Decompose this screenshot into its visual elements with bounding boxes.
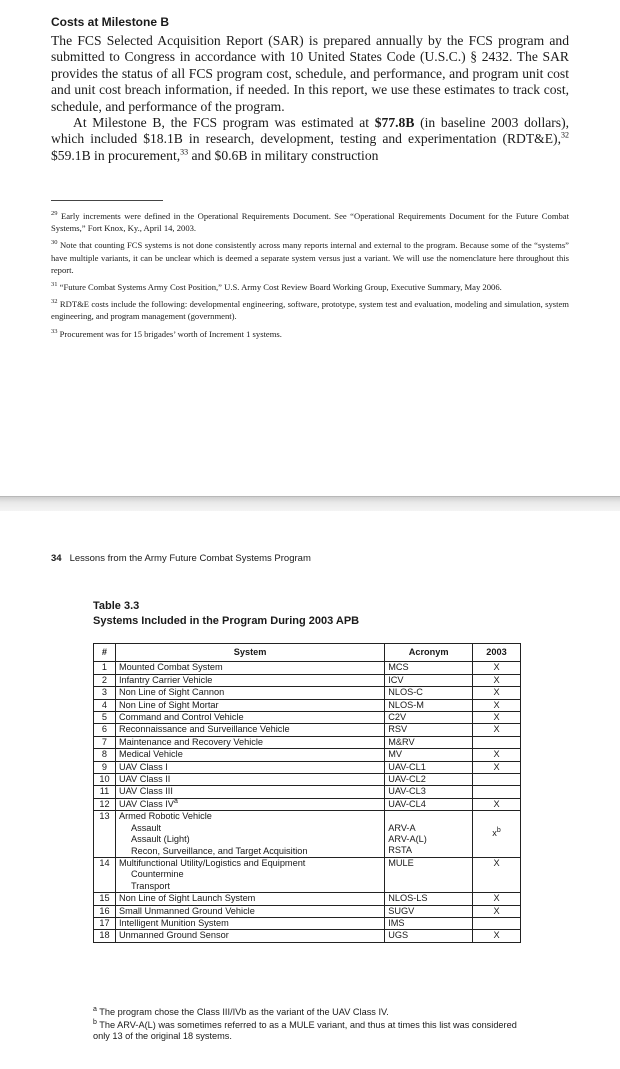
table-row-armed-robotic-vehicle <box>94 811 521 858</box>
footnote-text: “Future Combat Systems Army Cost Position,” U.S. Army Cost Review Board Working Group, Executive Summary, May 2006. <box>59 282 502 293</box>
table-row <box>94 736 521 748</box>
footnote-29 <box>51 210 569 234</box>
row-mark: X <box>473 712 521 724</box>
system-name: Multifunctional Utility/Logistics and Equipment <box>118 857 306 868</box>
table-row <box>94 905 521 917</box>
table-note-ref-b: b <box>496 827 501 835</box>
footnote-number: 33 <box>51 327 58 335</box>
variant-assault-light: Assault (Light) <box>130 834 190 845</box>
row-acronym: NLOS-C <box>385 687 473 699</box>
footnote-ref-33: 33 <box>180 147 189 157</box>
systems-table <box>93 643 521 943</box>
row-system: Infantry Carrier Vehicle <box>115 674 384 686</box>
row-mark <box>473 917 521 929</box>
footnote-text: Early increments were defined in the Operational Requirements Document. See “Operational Requirements Document for the Future Combat Systems,” Fort Knox, Ky., April 14, 2003. <box>51 211 570 234</box>
table-note-mark: a <box>93 1005 97 1013</box>
table-row <box>94 930 521 942</box>
table-note-ref-a: a <box>173 797 178 805</box>
row-system: Maintenance and Recovery Vehicle <box>115 736 384 748</box>
upper-page <box>0 0 620 496</box>
table-row <box>94 893 521 905</box>
acronym-rsta: RSTA <box>388 845 413 856</box>
paragraph-sar: The FCS Selected Acquisition Report (SAR) is prepared annually by the FCS program and submitted to Congress in accordance with 10 United States Code (U.S.C.) § 2432. The SAR provides the status of all FCS program cost, schedule, and performance, and program unit cost and unit cost breach information, if needed. In this report, we use these estimates to track cost, schedule, and performance of the program. <box>51 33 569 114</box>
row-system <box>115 811 384 858</box>
variant-rsta: Recon, Surveillance, and Target Acquisition <box>130 845 308 856</box>
row-number: 17 <box>94 917 116 929</box>
row-system: Command and Control Vehicle <box>115 712 384 724</box>
row-number: 11 <box>94 786 116 798</box>
row-mark: X <box>473 857 521 892</box>
section-heading: Costs at Milestone B <box>51 15 170 29</box>
page-separator <box>0 496 620 512</box>
row-system: Mounted Combat System <box>115 662 384 674</box>
row-acronym: UAV-CL1 <box>385 761 473 773</box>
row-number: 8 <box>94 749 116 761</box>
row-acronym: IMS <box>385 917 473 929</box>
table-note-text: The program chose the Class III/IVb as the variant of the UAV Class IV. <box>99 1007 389 1017</box>
row-number: 10 <box>94 774 116 786</box>
lower-page <box>0 511 620 1069</box>
running-head <box>51 553 311 564</box>
row-acronym: M&RV <box>385 736 473 748</box>
body-text <box>51 33 569 164</box>
row-number: 4 <box>94 699 116 711</box>
row-system: Unmanned Ground Sensor <box>115 930 384 942</box>
table-row <box>94 761 521 773</box>
footnotes <box>51 210 569 345</box>
row-number: 9 <box>94 761 116 773</box>
table-note-b <box>93 1020 523 1043</box>
row-number: 1 <box>94 662 116 674</box>
row-number: 5 <box>94 712 116 724</box>
row-acronym: SUGV <box>385 905 473 917</box>
row-acronym: UGS <box>385 930 473 942</box>
row-mark: X <box>473 674 521 686</box>
header-system: System <box>115 644 384 662</box>
row-system <box>115 798 384 810</box>
row-number: 13 <box>94 811 116 858</box>
table-row <box>94 774 521 786</box>
variant-transport: Transport <box>130 880 170 891</box>
table-note-mark: b <box>93 1018 97 1026</box>
row-system: Non Line of Sight Mortar <box>115 699 384 711</box>
variant-countermine: Countermine <box>130 869 184 880</box>
table-note-text: The ARV-A(L) was sometimes referred to as a MULE variant, and thus at times this list was considered only 13 of the original 18 systems. <box>93 1019 517 1042</box>
row-mark: X <box>473 930 521 942</box>
system-name: UAV Class IV <box>118 798 174 809</box>
row-system: UAV Class I <box>115 761 384 773</box>
footnote-31 <box>51 281 569 293</box>
row-system: Intelligent Munition System <box>115 917 384 929</box>
table-title: Systems Included in the Program During 2003 APB <box>93 615 360 627</box>
table-number: Table 3.3 <box>93 600 140 612</box>
row-acronym: UAV-CL3 <box>385 786 473 798</box>
mark-x: x <box>492 828 497 839</box>
row-acronym: UAV-CL4 <box>385 798 473 810</box>
row-acronym: ICV <box>385 674 473 686</box>
para2-rdte: (in baseline 2003 dollars), which included $18.1B in research, development, testing and experimentation (RDT&E), <box>51 115 570 147</box>
row-number: 15 <box>94 893 116 905</box>
row-system <box>115 857 384 892</box>
footnote-33 <box>51 328 569 340</box>
row-system: UAV Class II <box>115 774 384 786</box>
row-acronym: C2V <box>385 712 473 724</box>
row-number: 2 <box>94 674 116 686</box>
row-number: 7 <box>94 736 116 748</box>
row-mark <box>473 786 521 798</box>
row-mark: X <box>473 724 521 736</box>
row-mark: X <box>473 893 521 905</box>
row-system: Non Line of Sight Launch System <box>115 893 384 905</box>
page-number: 34 <box>51 553 62 564</box>
row-number: 18 <box>94 930 116 942</box>
row-mark: X <box>473 749 521 761</box>
row-acronym: NLOS-LS <box>385 893 473 905</box>
row-mark <box>473 811 521 858</box>
footnote-text: Procurement was for 15 brigades’ worth of Increment 1 systems. <box>59 328 282 339</box>
footnote-text: Note that counting FCS systems is not done consistently across many reports internal and external to the program. Because some of the “systems” have multiple variants, it can be unclear which is deemed a separate system versus just a variant. We will use the nomenclature here throughout this report. <box>51 240 569 275</box>
row-mark: X <box>473 798 521 810</box>
table-row-mule <box>94 857 521 892</box>
table-row <box>94 712 521 724</box>
footnote-number: 29 <box>51 210 58 218</box>
row-mark: X <box>473 687 521 699</box>
header-acronym: Acronym <box>385 644 473 662</box>
footnote-32 <box>51 298 569 322</box>
table-header-row <box>94 644 521 662</box>
para2-start: At Milestone B, the FCS program was estimated at <box>73 115 375 131</box>
row-acronym: UAV-CL2 <box>385 774 473 786</box>
footnote-number: 32 <box>51 298 58 306</box>
footnote-number: 30 <box>51 239 58 247</box>
table-row <box>94 786 521 798</box>
row-mark: X <box>473 761 521 773</box>
row-acronyms <box>385 811 473 858</box>
para2-procurement: $59.1B in procurement, <box>51 147 181 163</box>
paragraph-milestone-b <box>51 115 569 164</box>
row-system: Medical Vehicle <box>115 749 384 761</box>
row-mark: X <box>473 662 521 674</box>
book-title: Lessons from the Army Future Combat Systems Program <box>69 553 311 564</box>
table-row <box>94 662 521 674</box>
header-2003: 2003 <box>473 644 521 662</box>
row-number: 14 <box>94 857 116 892</box>
row-acronym: RSV <box>385 724 473 736</box>
footnote-rule <box>51 200 163 201</box>
row-acronym: MV <box>385 749 473 761</box>
row-system: Non Line of Sight Cannon <box>115 687 384 699</box>
variant-assault: Assault <box>130 822 162 833</box>
footnote-text: RDT&E costs include the following: developmental engineering, software, prototype, system test and evaluation, modeling and simulation, system engineering, and program management (government). <box>51 299 569 322</box>
row-mark: X <box>473 699 521 711</box>
header-number: # <box>94 644 116 662</box>
table-row <box>94 699 521 711</box>
footnote-number: 31 <box>51 281 58 289</box>
para2-end: and $0.6B in military construction <box>188 147 379 163</box>
row-mark <box>473 774 521 786</box>
row-system: Small Unmanned Ground Vehicle <box>115 905 384 917</box>
table-row <box>94 917 521 929</box>
row-system: UAV Class III <box>115 786 384 798</box>
table-row <box>94 674 521 686</box>
table-row <box>94 687 521 699</box>
row-number: 3 <box>94 687 116 699</box>
acronym-spacer <box>388 811 469 822</box>
row-mark: X <box>473 905 521 917</box>
row-acronym: MULE <box>385 857 473 892</box>
table-row <box>94 724 521 736</box>
row-mark <box>473 736 521 748</box>
row-acronym: MCS <box>385 662 473 674</box>
row-number: 12 <box>94 798 116 810</box>
table-row <box>94 749 521 761</box>
footnote-ref-32: 32 <box>561 130 569 140</box>
row-system: Reconnaissance and Surveillance Vehicle <box>115 724 384 736</box>
table-row <box>94 798 521 810</box>
row-number: 16 <box>94 905 116 917</box>
row-acronym: NLOS-M <box>385 699 473 711</box>
footnote-30 <box>51 239 569 276</box>
table-note-a <box>93 1007 523 1019</box>
acronym-arv-al: ARV-A(L) <box>388 834 427 845</box>
total-cost: $77.8B <box>374 115 415 131</box>
system-name: Armed Robotic Vehicle <box>118 811 212 822</box>
acronym-arv-a: ARV-A <box>388 822 416 833</box>
table-notes <box>93 1007 523 1044</box>
row-number: 6 <box>94 724 116 736</box>
